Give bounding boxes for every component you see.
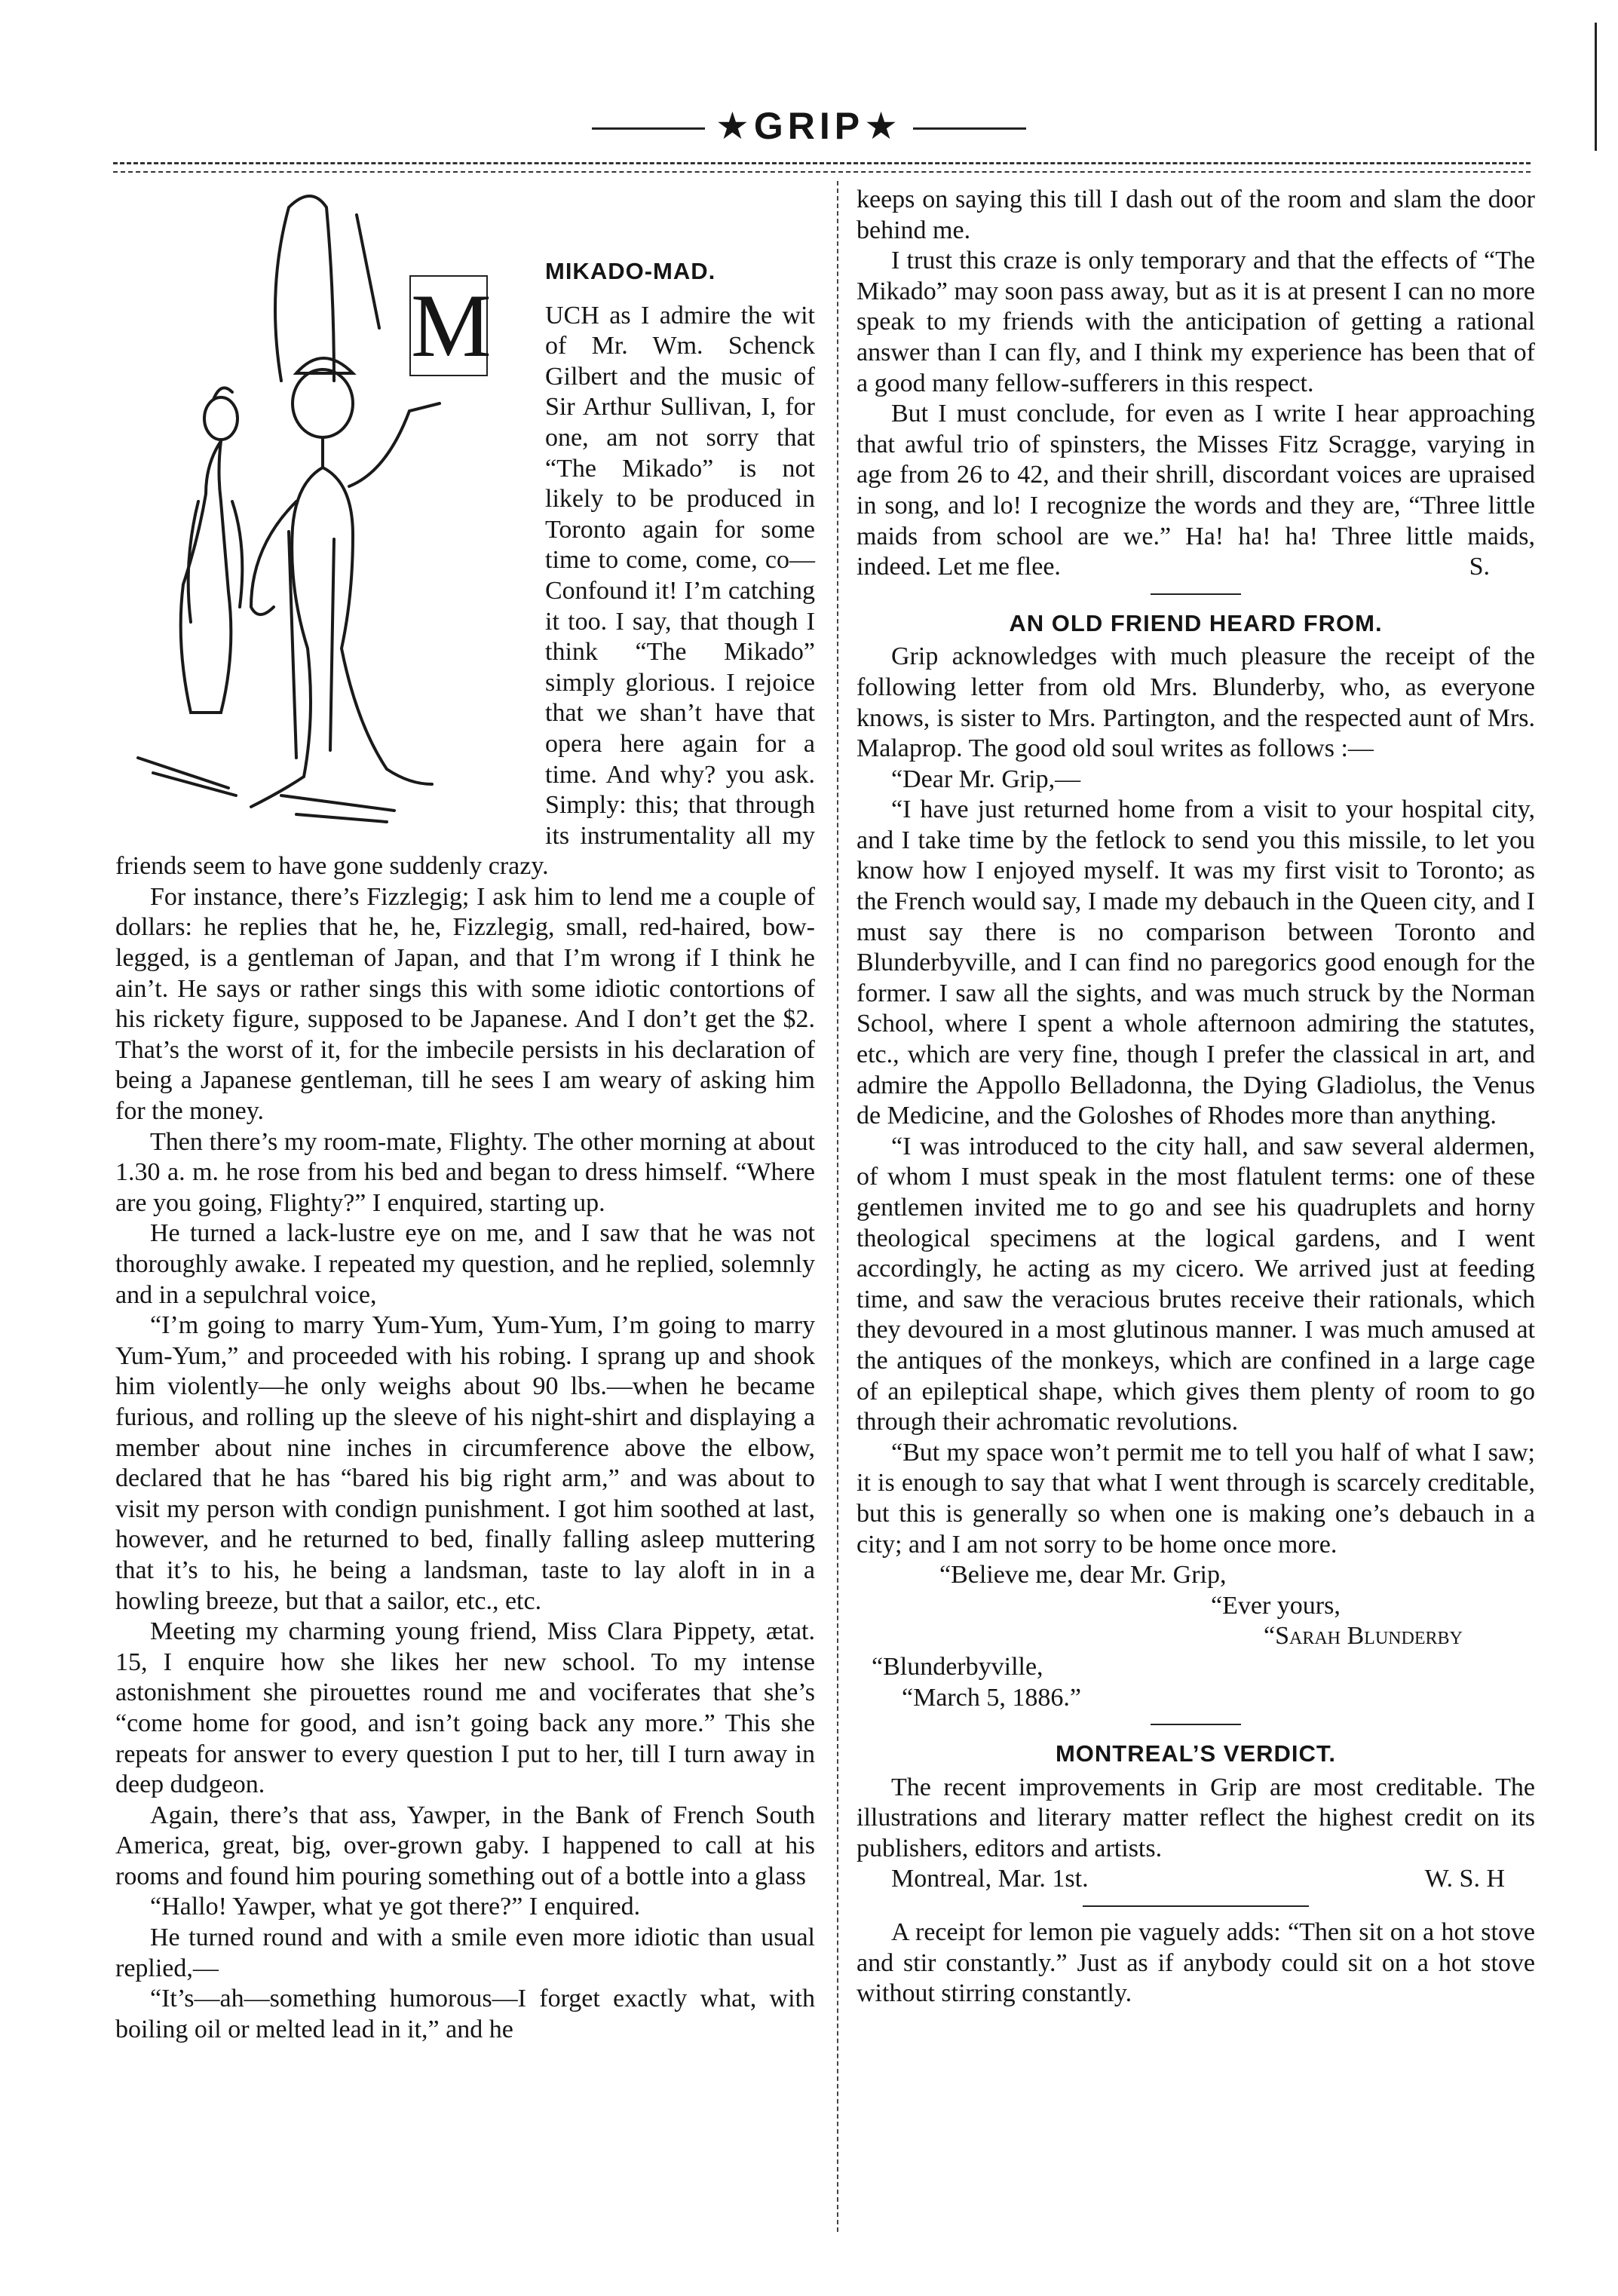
mikado-paragraph-4: He turned a lack-lustre eye on me, and I saw that he was not thoroughly awake. I repeated my question, and he replied, solemnly and in a sepulchral voice, [115,1219,815,1309]
masthead-dash-left [592,127,705,130]
letter-place: “Blunderbyville, [872,1652,1043,1681]
masthead-rule [113,162,1531,164]
mikado-continued-3-text: But I must conclude, for even as I write I hear approaching that awful trio of spinsters, the Misses Fitz Scragge, varying in age from 26 to 42, and their shrill, discordant voices are upraised in song, and lo! I recognize the words and they are, “Three little maids from school are we.” Ha! ha! ha! Three little maids, indeed. Let me flee. [856,400,1535,581]
mikado-paragraph-5: “I’m going to marry Yum-Yum, Yum-Yum, I’m going to marry Yum-Yum,” and proceeded with his robing. I sprang up and shook him violently—he only weighs about 90 lbs.—when he became furious, and rolling up the sleeve of his night-shirt and displaying a member about nine inches in circumference above the elbow, declared that he has “bared his big right arm,” and was about to visit my person with condign punishment. I got him soothed at last, however, and he returned to bed, finally falling asleep muttering that it’s to his, he being a landsman, taste to lay aloft in in a howling breeze, but that a sailor, etc., etc. [115,1311,815,1615]
heading-old-friend: AN OLD FRIEND HEARD FROM. [1009,609,1383,636]
mikado-continued-2: I trust this craze is only temporary and that the effects of “The Mikado” may soon pass away, but as it is at present I can no more speak to my friends with the anticipation of getting a rational answer than I can fly, and I think my experience has been that of a good many fellow-sufferers in this respect. [856,247,1535,397]
letter-paragraph-2: “I was introduced to the city hall, and saw several aldermen, of whom I must speak in the most flatulent terms: one of these gentlemen invited me to go and see his quadruplets and horny theological specimens at the logical gardens, and I went accordingly, he acting as my cicero. We arrived just at feeding time, and saw the veracious brutes receive their rationals, which they devoured in a most glutinous manner. I was much amused at the antiques of the monkeys, which are confined in a large cage of an epileptical shape, which gives them plenty of room to go through their achromatic revolutions. [856,1132,1535,1436]
montreal-place-date: Montreal, Mar. 1st. [891,1865,1089,1893]
montreal-signature: W. S. H [1424,1865,1505,1893]
heading-montreal-verdict: MONTREAL’S VERDICT. [1055,1740,1337,1767]
mikado-illustration [108,185,530,848]
old-friend-intro: Grip acknowledges with much pleasure the receipt of the following letter from old Mrs. Blunderby, who, as everyone knows, is sister to Mrs. Partington, and the respected aunt of Mrs. Malaprop. The good old soul writes as follows :— [856,642,1535,763]
letter-salutation: “Dear Mr. Grip,— [891,765,1081,793]
mikado-continued-3 [856,399,1535,583]
masthead-title: GRIP [753,105,865,147]
mikado-paragraph-8: “Hallo! Yawper, what ye got there?” I enquired. [150,1893,641,1921]
mikado-paragraph-10: “It’s—ah—something humorous—I forget exactly what, with boiling oil or melted lead in it,” and he [115,1985,815,2043]
letter-paragraph-1: “I have just returned home from a visit to your hospital city, and I take time by the fetlock to send you this missile, to let you know how I enjoyed myself. It was my first visit to Toronto; as the French would say, I made my debauch in the Queen city, and I must say there is no comparison between Toronto and Blunderbyville, and I can find no paregorics good enough for the former. I saw all the sights, and was much struck by the Norman School, where I spent a whole afternoon admiring the statutes, etc., which are very fine, though I prefer the classical in art, and admire the Appollo Belladonna, the Dying Gladiolus, the Venus de Medicine, and the Goloshes of Rhodes more than anything. [856,795,1535,1130]
mikado-paragraph-1: UCH as I admire the wit of Mr. Wm. Schenck Gilbert and the music of Sir Arthur Sullivan, I, for one, am not sorry that “The Mikado” is not likely to be produced in Toronto again for some time to come, come, co—Confound it! I’m catching it too. I say, that though I think “The Mikado” simply glorious. I rejoice that we shan’t have that opera here again for a time. And why? you ask. Simply: this; that through its instrumentality all my friends seem to have gone suddenly crazy. [115,301,815,881]
lemon-pie-paragraph: A receipt for lemon pie vaguely adds: “Then sit on a hot stove and stir constantly.” Just as if anybody could sit on a hot stove without stirring constantly. [856,1918,1535,2008]
right-column [856,185,1535,2009]
letter-paragraph-3: “But my space won’t permit me to tell you half of what I saw; it is enough to say that what I went through is scarcely creditable, but this is generally so when one is making one’s debauch in a city; and I am not sorry to be home once more. [856,1438,1535,1559]
mikado-paragraph-6: Meeting my charming young friend, Miss Clara Pippety, ætat. 15, I enquire how she likes her new school. To my intense astonishment she pirouettes round me and vociferates that she’s “come home for good, and isn’t going back any more.” This she repeats for answer to every question I put to her, till I turn away in deep dudgeon. [115,1617,815,1799]
montreal-verdict-text: The recent improvements in Grip are most creditable. The illustrations and literary matter reflect the highest credit on its publishers, editors and artists. [856,1773,1535,1862]
mikado-paragraph-9: He turned round and with a smile even more idiotic than usual replied,— [115,1924,815,1982]
column-divider [837,181,838,2232]
mikado-continued-1: keeps on saying this till I dash out of the room and slam the door behind me. [856,185,1535,244]
heading-mikado-mad: MIKADO-MAD. [545,258,716,284]
letter-date: “March 5, 1886.” [902,1683,1081,1712]
letter-ever-yours: “Ever yours, [1211,1591,1341,1620]
separator-1 [1151,593,1241,595]
masthead-rule-2 [113,171,1531,173]
mikado-paragraph-3: Then there’s my room-mate, Flighty. The other morning at about 1.30 a. m. he rose from his bed and began to dress himself. “Where are you going, Flighty?” I enquired, starting up. [115,1127,815,1217]
mikado-paragraph-2: For instance, there’s Fizzlegig; I ask him to lend me a couple of dollars: he replies that he, he, Fizzlegig, small, red-haired, bow-legged, is a gentleman of Japan, and that I’m wrong if I think he ain’t. He says or rather sings this with some idiotic contortions of his rickety figure, supposed to be Japanese. And I don’t get the $2. That’s the worst of it, for the imbecile persists in his declaration of being a Japanese gentleman, till he sees I am weary of asking him for the money. [115,882,815,1126]
separator-3 [1083,1905,1309,1907]
montreal-verdict-sign [856,1864,1535,1895]
separator-2 [1151,1724,1241,1725]
letter-closing: “Believe me, dear Mr. Grip, [939,1561,1227,1589]
drop-cap: M [411,275,492,376]
mikado-paragraph-7: Again, there’s that ass, Yawper, in the Bank of French South America, great, big, over-grown gaby. I happened to call at his rooms and found him pouring something out of a bottle into a glass [115,1801,815,1890]
mikado-signature: S. [1469,553,1490,581]
letter-signature: “Sarah Blunderby [1264,1622,1463,1651]
masthead: ★GRIP★ [0,104,1618,148]
left-column [115,185,815,2045]
masthead-dash-right [913,127,1026,130]
